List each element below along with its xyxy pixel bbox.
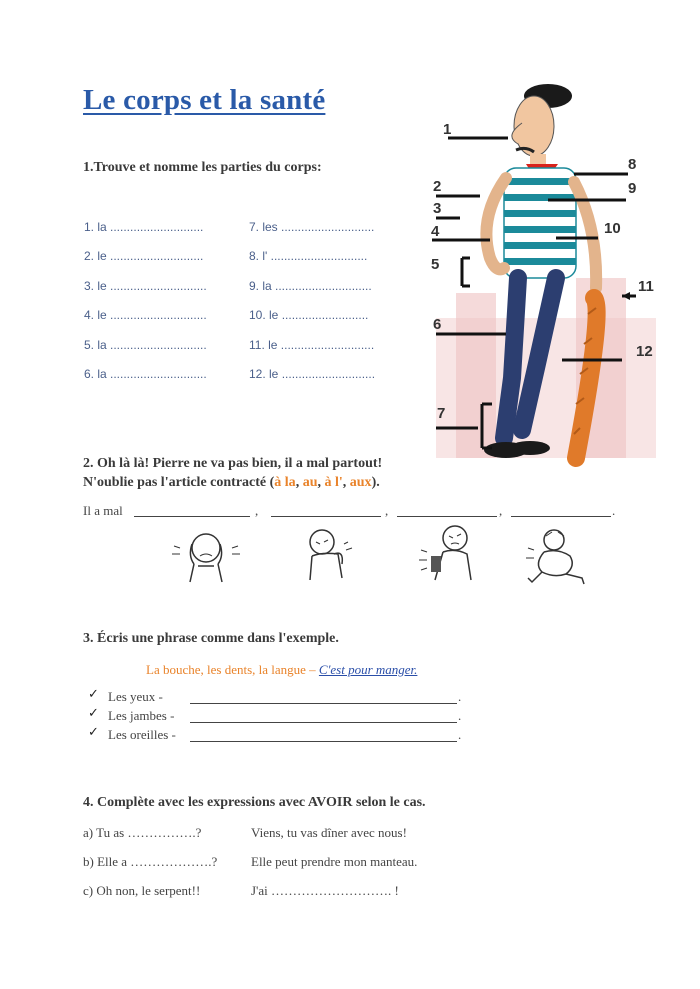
figure-label-4: 4 [431, 223, 440, 240]
section1-heading: 1.Trouve et nomme les parties du corps: [83, 160, 322, 175]
section4-heading: 4. Complète avec les expressions avec AVOIR selon le cas. [83, 795, 426, 810]
example-answer: C'est pour manger. [318, 662, 418, 677]
figure-label-7: 7 [437, 405, 446, 422]
blank-3[interactable] [397, 505, 497, 517]
figure-label-5: 5 [431, 256, 440, 273]
sentence-c-right: J'ai ………………………. ! [251, 883, 399, 898]
blank-4[interactable] [511, 505, 611, 517]
body-illustration [426, 78, 666, 468]
answer-3: 3. le ............................. [84, 279, 207, 293]
period-yeux: . [458, 689, 462, 704]
figure-label-12: 12 [636, 343, 653, 360]
checkmark-icon: ✓ [88, 687, 99, 702]
sentence-b-right: Elle peut prendre mon manteau. [251, 854, 418, 869]
earache-drawing [166, 526, 246, 586]
figure-label-2: 2 [433, 178, 442, 195]
period: . [612, 503, 616, 518]
comma-2: , [385, 503, 389, 518]
figure-label-3: 3 [433, 200, 442, 217]
period-jambes: . [458, 708, 462, 723]
blank-jambes[interactable] [190, 711, 457, 723]
arm-pain-drawing [417, 522, 477, 586]
example-prefix: La bouche, les dents, la langue – [146, 662, 319, 677]
period-oreilles: . [458, 727, 462, 742]
blank-1[interactable] [134, 505, 250, 517]
stomach-pain-drawing [524, 526, 590, 588]
figure-label-8: 8 [628, 156, 637, 173]
comma-1: , [255, 503, 259, 518]
sentence-a-left: a) Tu as …………….? [83, 825, 202, 840]
answer-12: 12. le ............................ [249, 367, 376, 381]
page-title: Le corps et la santé [83, 84, 326, 116]
item-les-yeux: Les yeux - [108, 689, 163, 704]
section2-line2: N'oublie pas l'article contracté (à la, au, à l', aux). [83, 475, 380, 490]
answer-4: 4. le ............................. [84, 308, 207, 322]
section2-line1: 2. Oh là là! Pierre ne va pas bien, il a mal partout! [83, 456, 383, 471]
blank-oreilles[interactable] [190, 730, 457, 742]
sentence-c-left: c) Oh non, le serpent!! [83, 883, 201, 898]
blank-2[interactable] [271, 505, 381, 517]
section3-heading: 3. Écris une phrase comme dans l'exemple. [83, 631, 339, 646]
item-les-oreilles: Les oreilles - [108, 727, 176, 742]
article-a-l: à l' [324, 475, 343, 490]
answer-11: 11. le ............................ [249, 338, 375, 352]
answer-2: 2. le ............................ [84, 249, 204, 263]
figure-label-1: 1 [443, 121, 452, 138]
item-les-jambes: Les jambes - [108, 708, 175, 723]
answer-7: 7. les ............................ [249, 220, 375, 234]
checkmark-icon: ✓ [88, 706, 99, 721]
example-sentence [146, 662, 417, 678]
answer-1: 1. la ............................ [84, 220, 204, 234]
figure-label-10: 10 [604, 220, 621, 237]
answer-5: 5. la ............................. [84, 338, 207, 352]
figure-label-6: 6 [433, 316, 442, 333]
figure-label-11: 11 [638, 278, 654, 295]
il-a-mal-label: Il a mal [83, 503, 123, 518]
article-au: au [302, 475, 318, 490]
shoulder-pain-drawing [298, 524, 358, 584]
answer-9: 9. la ............................. [249, 279, 372, 293]
sentence-a-right: Viens, tu vas dîner avec nous! [251, 825, 407, 840]
figure-label-9: 9 [628, 180, 637, 197]
sentence-b-left: b) Elle a ……………….? [83, 854, 218, 869]
checkmark-icon: ✓ [88, 725, 99, 740]
article-aux: aux [349, 475, 372, 490]
article-a-la: à la [274, 475, 296, 490]
answer-8: 8. l' ............................. [249, 249, 368, 263]
blank-yeux[interactable] [190, 692, 457, 704]
answer-6: 6. la ............................. [84, 367, 207, 381]
comma-3: , [499, 503, 503, 518]
answer-10: 10. le .......................... [249, 308, 369, 322]
